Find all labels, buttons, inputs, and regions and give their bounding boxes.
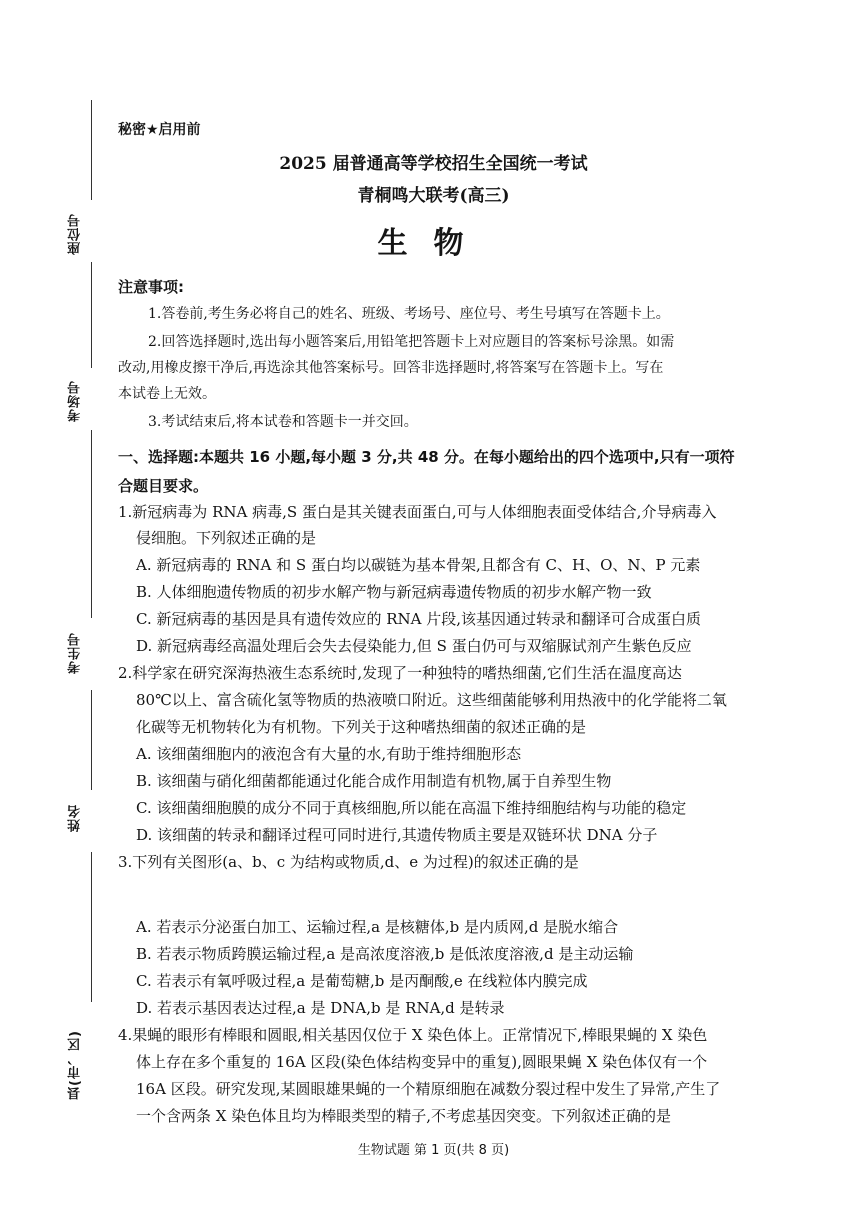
binding-line <box>91 262 92 368</box>
subject-title: 生物 <box>377 226 490 261</box>
confidential-mark: 秘密★启用前 <box>118 122 201 138</box>
notice-heading: 注意事项: <box>118 278 184 296</box>
question-stem: 侵细胞。下列叙述正确的是 <box>136 529 317 547</box>
question-stem: 16A 区段。研究发现,某圆眼雄果蝇的一个精原细胞在减数分裂过程中发生了异常,产生了 <box>136 1080 721 1098</box>
question-stem: 4.果蝇的眼形有棒眼和圆眼,相关基因仅位于 X 染色体上。正常情况下,棒眼果蝇的 X 染色 <box>118 1026 708 1044</box>
option: B. 该细菌与硝化细菌都能通过化能合成作用制造有机物,属于自养型生物 <box>136 772 612 790</box>
option: D. 新冠病毒经高温处理后会失去侵染能力,但 S 蛋白仍可与双缩脲试剂产生紫色反应 <box>136 637 692 655</box>
name-label: 姓名 <box>68 804 83 832</box>
section-heading: 合题目要求。 <box>118 477 209 495</box>
option: B. 若表示物质跨膜运输过程,a 是高浓度溶液,b 是低浓度溶液,d 是主动运输 <box>136 945 634 963</box>
binding-line <box>91 100 92 200</box>
examinee-number-label: 考生号 <box>68 632 83 674</box>
question-stem: 1.新冠病毒为 RNA 病毒,S 蛋白是其关键表面蛋白,可与人体细胞表面受体结合,介导病毒入 <box>118 503 717 521</box>
option: C. 新冠病毒的基因是具有遗传效应的 RNA 片段,该基因通过转录和翻译可合成蛋白质 <box>136 610 702 628</box>
binding-line <box>91 690 92 790</box>
notice-line: 2.回答选择题时,选出每小题答案后,用铅笔把答题卡上对应题目的答案标号涂黑。如需 <box>148 334 675 350</box>
notice-line: 1.答卷前,考生务必将自己的姓名、班级、考场号、座位号、考生号填写在答题卡上。 <box>148 306 670 322</box>
option: D. 该细菌的转录和翻译过程可同时进行,其遗传物质主要是双链环状 DNA 分子 <box>136 826 658 844</box>
question-stem: 体上存在多个重复的 16A 区段(染色体结构变异中的重复),圆眼果蝇 X 染色体仅有一个 <box>136 1053 708 1071</box>
notice-line: 3.考试结束后,将本试卷和答题卡一并交回。 <box>148 414 418 430</box>
question-stem: 3.下列有关图形(a、b、c 为结构或物质,d、e 为过程)的叙述正确的是 <box>118 853 579 871</box>
option: C. 若表示有氧呼吸过程,a 是葡萄糖,b 是丙酮酸,e 在线粒体内膜完成 <box>136 972 588 990</box>
question-stem: 一个含两条 X 染色体且均为棒眼类型的精子,不考虑基因突变。下列叙述正确的是 <box>136 1107 671 1125</box>
question-stem: 2.科学家在研究深海热液生态系统时,发现了一种独特的嗜热细菌,它们生活在温度高达 <box>118 664 682 682</box>
notice-line: 改动,用橡皮擦干净后,再选涂其他答案标号。回答非选择题时,将答案写在答题卡上。写在 <box>118 360 664 376</box>
option: A. 新冠病毒的 RNA 和 S 蛋白均以碳链为基本骨架,且都含有 C、H、O、N、P 元素 <box>136 556 701 574</box>
option: D. 若表示基因表达过程,a 是 DNA,b 是 RNA,d 是转录 <box>136 999 505 1017</box>
page-footer: 生物试题 第 1 页(共 8 页) <box>357 1143 510 1158</box>
question-stem: 化碳等无机物转化为有机物。下列关于这种嗜热细菌的叙述正确的是 <box>136 718 587 736</box>
binding-margin <box>0 0 110 1226</box>
seat-number-label: 座位号 <box>68 213 83 255</box>
option: A. 若表示分泌蛋白加工、运输过程,a 是核糖体,b 是内质网,d 是脱水缩合 <box>136 918 619 936</box>
section-heading: 一、选择题:本题共 16 小题,每小题 3 分,共 48 分。在每小题给出的四个选项中,只有一项符 <box>118 448 735 466</box>
option: A. 该细菌细胞内的液泡含有大量的水,有助于维持细胞形态 <box>136 745 522 763</box>
county-label: 县(市、区) <box>68 1030 83 1100</box>
exam-room-label: 考场号 <box>68 380 83 422</box>
exam-subtitle: 青桐鸣大联考(高三) <box>357 186 510 206</box>
option: C. 该细菌细胞膜的成分不同于真核细胞,所以能在高温下维持细胞结构与功能的稳定 <box>136 799 687 817</box>
question-stem: 80℃以上、富含硫化氢等物质的热液喷口附近。这些细菌能够利用热液中的化学能将二氧 <box>136 691 727 709</box>
binding-line <box>91 852 92 1002</box>
binding-line <box>91 430 92 618</box>
notice-line: 本试卷上无效。 <box>118 386 216 402</box>
option: B. 人体细胞遗传物质的初步水解产物与新冠病毒遗传物质的初步水解产物一致 <box>136 583 652 601</box>
exam-title: 2025 届普通高等学校招生全国统一考试 <box>279 154 588 174</box>
